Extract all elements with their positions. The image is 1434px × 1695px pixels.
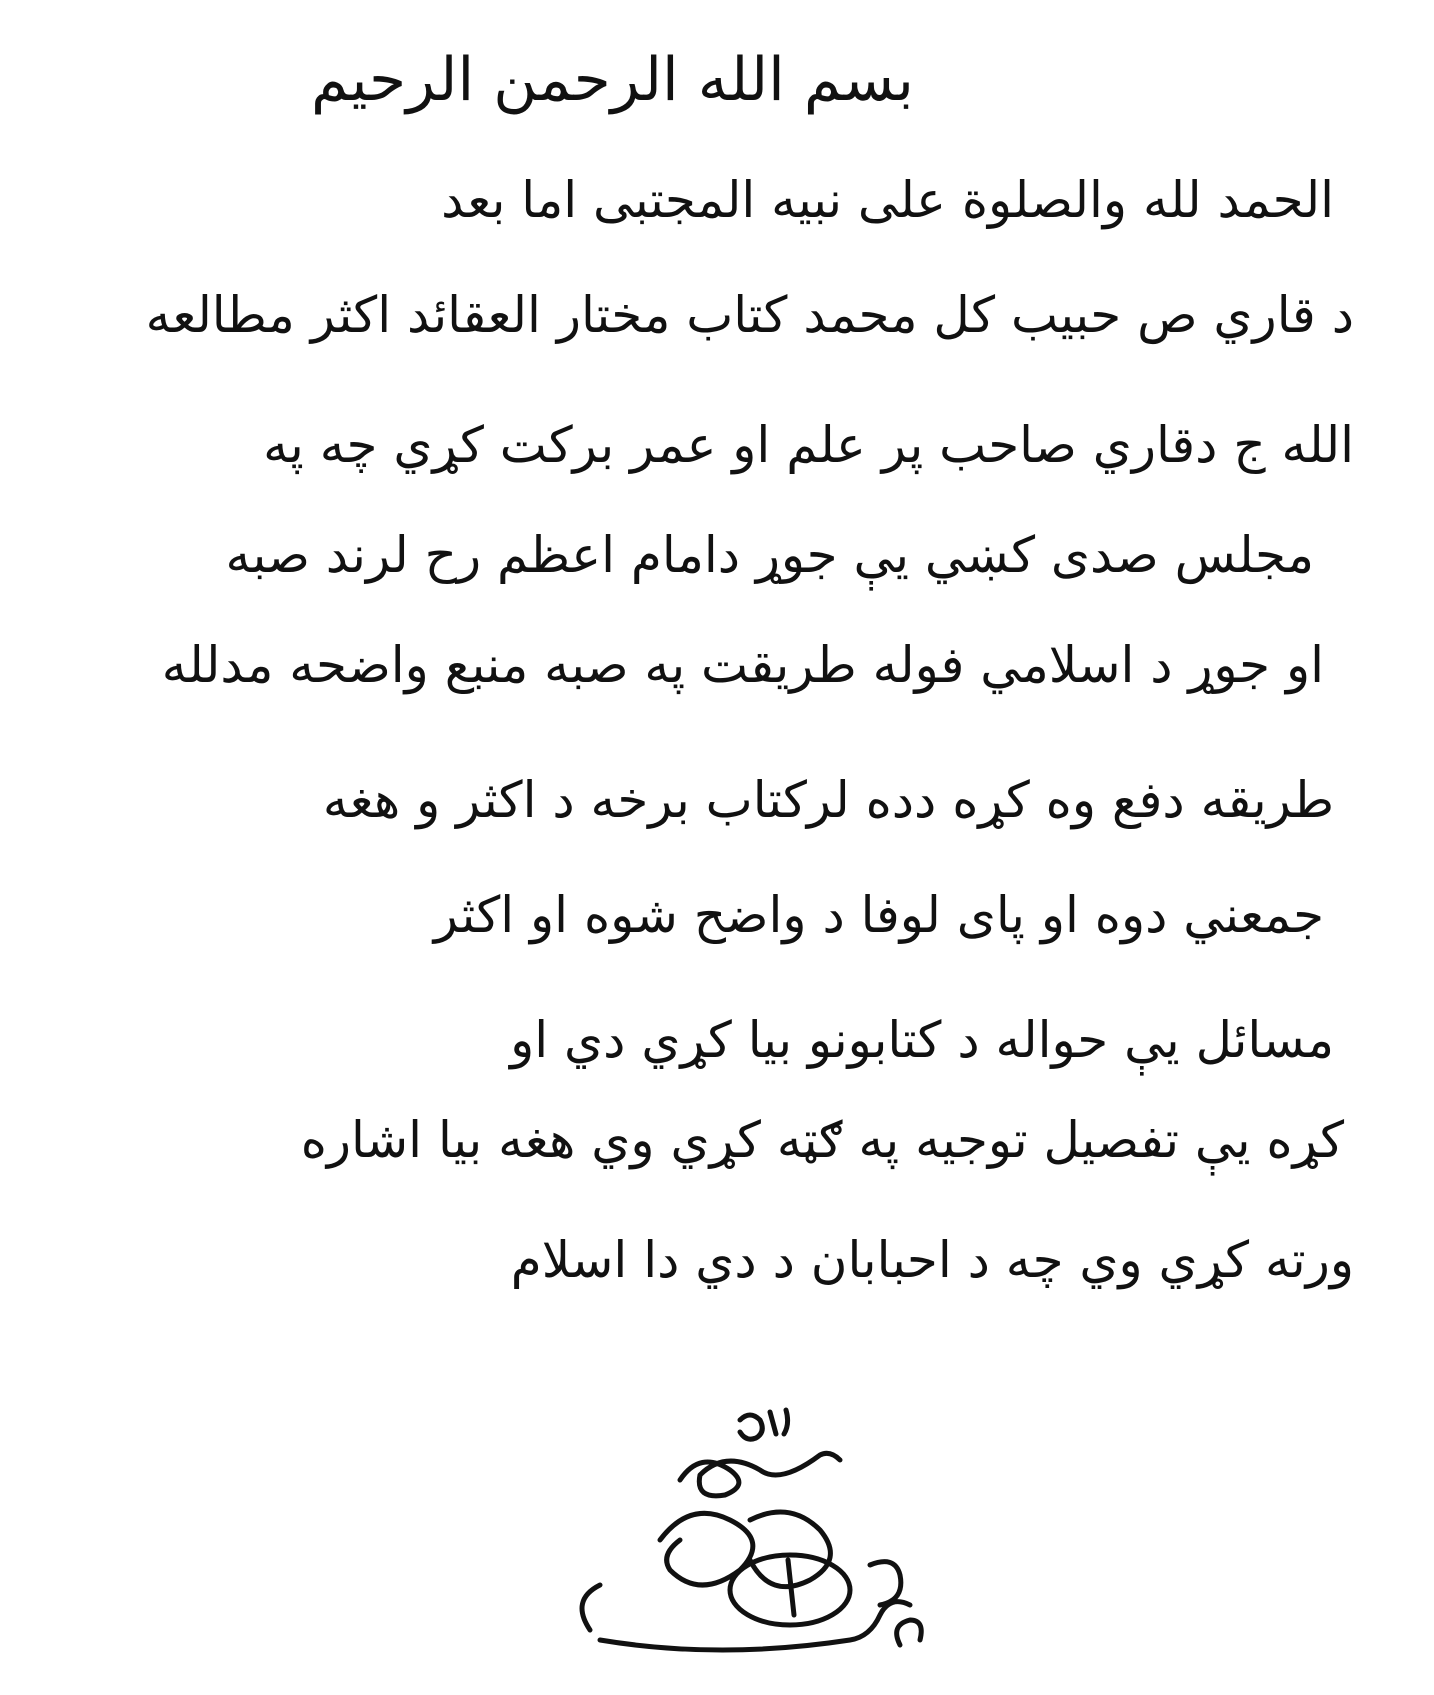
letter-line-4: مجلس صدی کښي یې جوړ دامام اعظم رح لرند صبه: [225, 526, 1314, 584]
letter-line-5: او جوړ د اسلامي فوله طريقت په صبه منبع واضحه مدلله: [161, 636, 1324, 694]
letter-line-2: د قاري ص حبیب کل محمد کتاب مختار العقائد اکثر مطالعه: [145, 286, 1354, 344]
letter-line-9: کړه یې تفصیل توجیه په ګټه کړي وي هغه بیا اشاره: [300, 1111, 1344, 1169]
letter-line-1: الحمد لله والصلوة على نبيه المجتبى اما بعد: [441, 171, 1334, 229]
basmala-heading: بسم الله الرحمن الرحيم: [310, 45, 914, 115]
letter-line-6: طريقه دفع وه کړه دده لرکتاب برخه د اکثر و هغه: [322, 771, 1334, 829]
letter-line-3: الله ج دقاري صاحب پر علم او عمر برکت کړي چه په: [263, 416, 1354, 474]
letter-line-10: ورته کړي وي چه د احبابان د دي دا اسلام: [510, 1231, 1354, 1289]
signature-drawing: [540, 1400, 980, 1690]
letter-line-8: مسائل یې حواله د کتابونو بیا کړي دي او: [510, 1011, 1334, 1069]
signature: [540, 1400, 980, 1690]
letter-line-7: جمعني دوه او پای لوفا د واضح شوه او اکثر: [433, 886, 1324, 944]
